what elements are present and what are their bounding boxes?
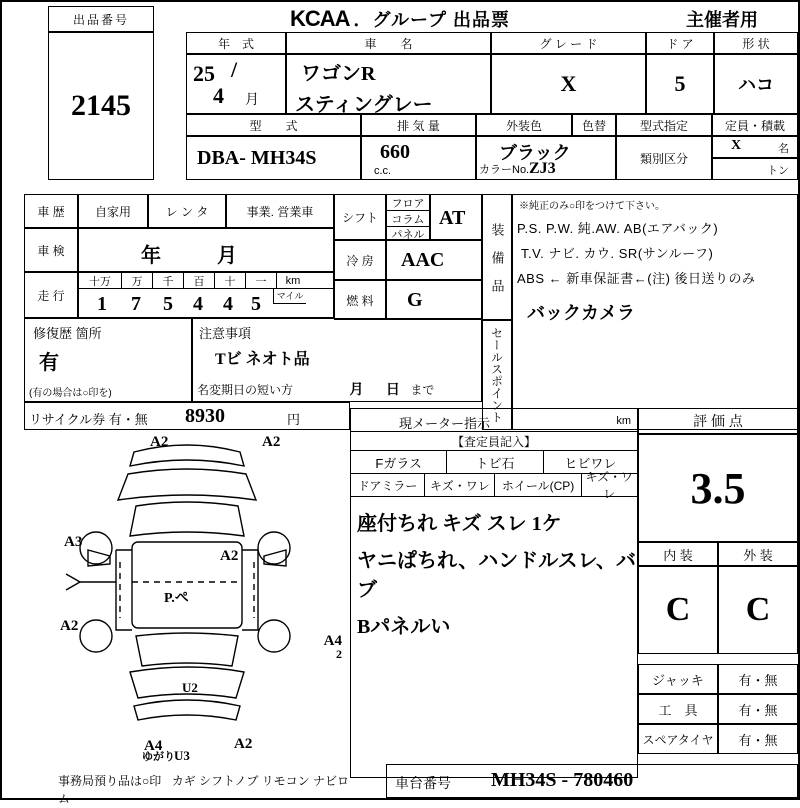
year-label: 年 式: [186, 32, 286, 54]
mark-a2-cabin: A2: [220, 548, 239, 564]
model-label: 型 式: [186, 114, 361, 136]
displacement-value-cell: [361, 136, 476, 180]
inspection-value-cell: [78, 228, 334, 272]
organizer-label: 主催者用: [686, 10, 758, 30]
lot-number-label: 出品番号: [48, 6, 154, 32]
car-name-value-cell: [286, 54, 491, 114]
year-value: 25: [193, 61, 215, 86]
aircon-label: 冷 房: [334, 240, 386, 280]
aircon-value-cell: [386, 240, 482, 280]
recycle-ticket-cell: [24, 402, 350, 430]
jack-value[interactable]: 有・無: [718, 664, 798, 694]
odo-digit-2: 7: [131, 293, 141, 315]
score-value: 3.5: [690, 463, 746, 513]
wheel-label: ホイール(CP): [495, 474, 581, 496]
tool-label: 工 具: [638, 694, 718, 724]
sales-point-handwritten: バックカメラ: [527, 303, 635, 323]
sheet-title: [154, 6, 646, 32]
mark-a2-left-lower: A2: [60, 618, 79, 634]
odo-digit-1: 1: [97, 293, 107, 315]
fuel-label: 燃 料: [334, 280, 386, 320]
shift-panel-label: パネル: [391, 229, 425, 241]
fuel-value: G: [407, 289, 423, 311]
spare-tire-value[interactable]: 有・無: [718, 724, 798, 754]
mark-a2-top-left: A2: [150, 434, 169, 450]
color-value: ブラック: [499, 143, 571, 163]
door-mirror-damage-label: キズ・ワレ: [425, 474, 495, 496]
appraisal-note-3: Bパネルい: [357, 616, 451, 638]
mark-a2-top-right: A2: [262, 434, 281, 450]
score-value-cell: [638, 434, 798, 542]
business-use-label: 事業. 営業車: [226, 194, 334, 228]
sheet-title-text: ．グループ 出品票: [353, 10, 511, 30]
repaint-label: 色替: [572, 114, 616, 136]
car-damage-diagram: [24, 430, 350, 770]
recycle-label: リサイクル券 有・無: [29, 412, 148, 427]
color-no-label: カラーNo.: [479, 164, 530, 176]
rental-label: レ ン タ: [148, 194, 226, 228]
brand-logo: KCAA: [289, 6, 350, 31]
odo-digit-label-100k: 十万: [79, 273, 122, 288]
name-change-month: 月: [349, 381, 364, 397]
color-value-cell: [476, 136, 616, 180]
odo-unit-km: km: [285, 274, 301, 287]
mark-a3-left: A3: [64, 534, 83, 550]
history-label: 車 歴: [24, 194, 78, 228]
front-glass-label: Fガラス: [351, 451, 447, 473]
sales-point-label: セールスポイント: [489, 327, 504, 423]
door-label: ド ア: [646, 32, 714, 54]
shift-floor-label: フロア: [387, 195, 429, 211]
odo-digit-label-10: 十: [215, 273, 246, 288]
interior-grade-value: C: [665, 591, 691, 628]
door-value: 5: [674, 71, 686, 96]
odometer-value-cell: [78, 272, 334, 318]
odo-digit-label-1: 一: [246, 273, 277, 288]
car-name-label: 車 名: [286, 32, 491, 54]
jack-label: ジャッキ: [638, 664, 718, 694]
model-value-cell: [186, 136, 361, 180]
office-items-row: [58, 772, 358, 808]
chassis-number-value: MH34S - 780460: [491, 769, 634, 791]
odo-digit-5: 4: [223, 293, 233, 315]
shift-label: シフト: [334, 194, 386, 240]
tool-value[interactable]: 有・無: [718, 694, 798, 724]
private-use-label: 自家用: [78, 194, 148, 228]
attention-cell: [192, 318, 482, 402]
name-change-day: 日: [385, 381, 400, 397]
load-value-cell: [712, 158, 798, 180]
equipment-list-cell: [512, 194, 798, 430]
exterior-grade-label: 外 装: [718, 542, 798, 566]
name-change-until: まで: [410, 383, 435, 397]
attention-label: 注意事項: [199, 326, 252, 341]
grade-value: X: [560, 71, 577, 96]
month-label: 月: [245, 91, 259, 107]
door-mirror-label: ドアミラー: [351, 474, 425, 496]
aircon-value: AAC: [401, 249, 445, 271]
month-value: 4: [213, 83, 224, 108]
crack-label: ヒビワレ: [564, 455, 617, 471]
grade-label: グ レ ー ド: [491, 32, 646, 54]
car-name-line2: スティングレー: [295, 94, 433, 116]
load-unit: トン: [767, 165, 789, 177]
exterior-grade-value-cell: [718, 566, 798, 654]
shift-column-label: コラム: [387, 211, 429, 227]
spare-tire-label: スペアタイヤ: [638, 724, 718, 754]
car-name-line1: ワゴンR: [301, 63, 376, 85]
shape-value: ハコ: [738, 75, 774, 95]
shape-label: 形 状: [714, 32, 798, 54]
color-no-value: ZJ3: [529, 160, 556, 177]
repair-history-cell: [24, 318, 192, 402]
interior-grade-value-cell: [638, 566, 718, 654]
seats-value-cell: [712, 136, 798, 158]
appraisal-note-2: ヤニぱちれ、ハンドルスレ、バブ: [357, 550, 636, 601]
equipment-note: ※純正のみ○印をつけて下さい。: [519, 201, 666, 212]
appraisal-block: [350, 408, 638, 778]
year-slash: /: [231, 57, 238, 82]
inspection-label: 車 検: [24, 228, 78, 272]
shift-value: AT: [439, 207, 466, 229]
equipment-line-1: P.S. P.W. 純.AW. AB(エアバック): [517, 221, 719, 236]
inspection-month-label: 月: [217, 245, 237, 267]
interior-grade-label: 内 装: [638, 542, 718, 566]
odo-digit-4: 4: [193, 293, 203, 315]
meter-title: 現メーター指示: [399, 416, 491, 431]
exterior-grade-value: C: [745, 591, 771, 628]
model-designation-label: 型式指定: [616, 114, 712, 136]
odo-digit-label-1k: 千: [153, 273, 184, 288]
mark-yudari: ゆがり: [142, 751, 175, 763]
seats-mark: X: [731, 138, 742, 153]
odo-digit-6: 5: [251, 293, 261, 315]
door-value-cell: [646, 54, 714, 114]
fuel-value-cell: [386, 280, 482, 320]
equipment-side-label-cell: [482, 194, 512, 320]
panel-note: P.ペ: [164, 591, 189, 606]
seats-unit: 名: [778, 143, 789, 155]
chassis-number-cell: [386, 764, 798, 798]
seats-load-label: 定員・積載: [712, 114, 798, 136]
displacement-unit: c.c.: [374, 165, 392, 177]
meter-unit: km: [616, 415, 631, 427]
displacement-label: 排 気 量: [361, 114, 476, 136]
shift-value-cell: [430, 194, 482, 240]
odo-digit-3: 5: [163, 293, 173, 315]
repair-history-note: (有の場合は○印を): [29, 388, 112, 399]
office-note: 事務局預り品は○印: [58, 774, 162, 788]
recycle-unit: 円: [287, 412, 301, 427]
odo-digit-label-100: 百: [184, 273, 215, 288]
odometer-label: 走 行: [24, 272, 78, 318]
odo-unit-mile: マイル: [276, 291, 304, 301]
recycle-value: 8930: [185, 405, 225, 427]
score-title: 評 価 点: [638, 408, 798, 434]
mark-a2-bottom: A2: [234, 736, 253, 752]
stone-chip-label: トビ石: [447, 451, 543, 473]
mark-a4-bottom: A4: [144, 738, 163, 754]
repair-history-label: 修復歴 箇所: [33, 326, 102, 341]
equipment-line-2: T.V. ナビ. カウ. SR(サンルーフ): [521, 246, 714, 261]
color-label: 外装色: [476, 114, 572, 136]
office-items: カギ シフトノブ リモコン ナビロム: [58, 774, 349, 806]
year-value-cell: [186, 54, 286, 114]
grade-value-cell: [491, 54, 646, 114]
lot-number-box: [48, 32, 154, 180]
mark-a4-right-sub: 2: [336, 647, 342, 661]
inspection-year-label: 年: [141, 245, 161, 267]
displacement-value: 660: [380, 141, 410, 163]
repair-history-value: 有: [39, 352, 59, 374]
class-division-label: 類別区分: [616, 136, 712, 180]
attention-value: Tビ ネオト品: [215, 351, 310, 368]
wheel-damage-label: キズ・ワレ: [585, 470, 634, 501]
chassis-number-label: 車台番号: [395, 775, 451, 791]
shape-value-cell: [714, 54, 798, 114]
name-change-label: 名変期日の短い方: [197, 383, 294, 397]
shift-type-group: [386, 194, 430, 240]
equipment-line-3: ABS ← 新車保証書←(注) 後日送りのみ: [517, 271, 756, 286]
appraiser-subtitle: 【査定員記入】: [351, 432, 637, 451]
odo-digit-label-10k: 万: [122, 273, 153, 288]
mark-a4-right: A4: [323, 633, 342, 649]
model-value: DBA- MH34S: [197, 147, 317, 169]
equipment-side-label: 装 備 品: [489, 222, 505, 292]
lot-number-value: 2145: [71, 89, 131, 122]
mark-u2: U2: [182, 680, 198, 695]
appraisal-note-1: 座付ちれ キズ スレ 1ケ: [357, 513, 562, 535]
mark-u3: U3: [174, 748, 190, 763]
